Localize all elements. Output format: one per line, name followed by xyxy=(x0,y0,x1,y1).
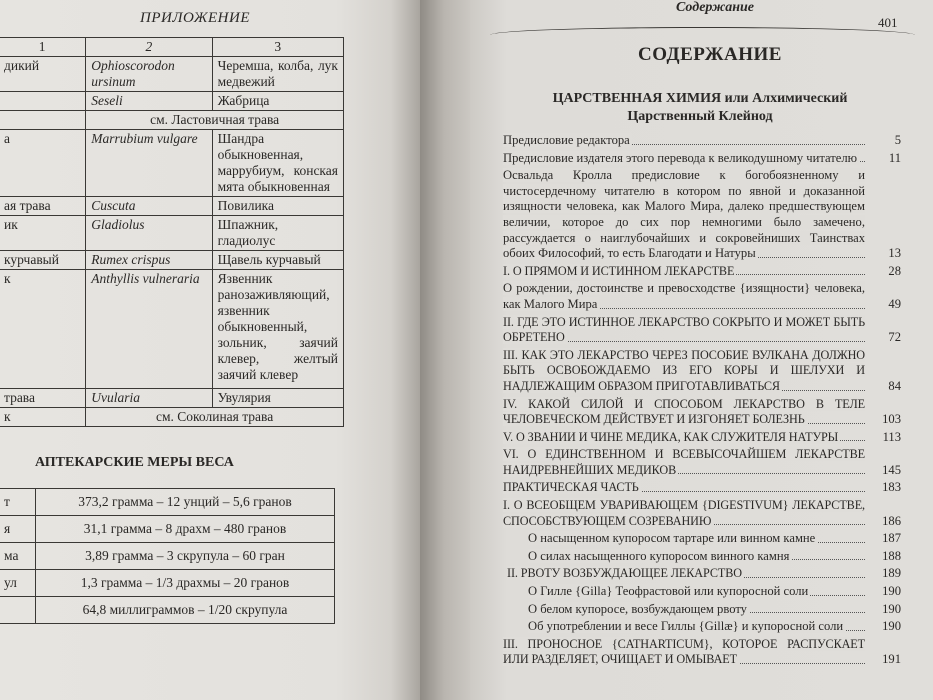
table-row xyxy=(0,489,335,516)
toc-entry-text: I. О ПРЯМОМ И ИСТИННОМ ЛЕКАРСТВЕ xyxy=(503,263,735,278)
page-number: 401 xyxy=(878,15,898,30)
table-cell: см. Соколиная трава xyxy=(86,408,344,427)
toc-entry-text: V. О ЗВАНИИ И ЧИНЕ МЕДИКА, КАК СЛУЖИТЕЛЯ НАТУРЫ xyxy=(503,429,839,444)
subtitle-line: ЦАРСТВЕННАЯ ХИМИЯ или Алхимический xyxy=(552,91,848,106)
table-cell: Жабрица xyxy=(212,92,343,111)
table-row xyxy=(0,389,344,408)
toc-entry-page: 103 xyxy=(882,412,901,427)
toc-entry-title xyxy=(503,133,865,149)
toc-entry-text: II. РВОТУ ВОЗБУЖДАЮЩЕЕ ЛЕКАРСТВО xyxy=(507,566,742,581)
table-cell: я xyxy=(0,516,36,543)
table-cell: см. Ластовичная трава xyxy=(86,111,344,130)
toc-entry-title xyxy=(507,566,865,582)
table-cell: Язвенник ранозаживляющий, язвенник обыкновенный, зольник, заячий клевер, желтый заячий клевер xyxy=(212,270,343,389)
toc-entry xyxy=(503,315,903,346)
toc-entry xyxy=(503,397,903,428)
table-cell xyxy=(0,92,86,111)
table-row xyxy=(0,570,335,597)
table-row xyxy=(0,408,344,427)
toc-entry-title xyxy=(503,281,865,312)
table-row xyxy=(0,597,335,624)
toc-entry-page: 13 xyxy=(888,246,901,261)
toc-entry-page: 190 xyxy=(882,584,901,599)
toc-entry xyxy=(503,447,903,478)
toc-entry-text: О белом купоросе, возбуждающем рвоту xyxy=(528,601,747,616)
toc-entry-page: 5 xyxy=(894,133,901,147)
column-header: 2 xyxy=(86,38,212,57)
table-cell xyxy=(0,597,36,624)
table-cell: а xyxy=(0,130,86,197)
toc-entry-page: 189 xyxy=(882,566,901,581)
toc-entry xyxy=(503,480,903,496)
table-row xyxy=(0,270,344,389)
toc-entry-text: III. КАК ЭТО ЛЕКАРСТВО ЧЕРЕЗ ПОСОБИЕ ВУЛКАНА ДОЛЖНО БЫТЬ ОСВОБОЖДАЕМО ИЗ ЕГО КОРЫ И ШЕЛУХИ И НАДЛЕЖАЩИМ ОБРАЗОМ ПРИГОТАВЛИВАТЬСЯ xyxy=(503,347,865,393)
table-cell: т xyxy=(0,489,36,516)
table-cell: курчавый xyxy=(0,251,86,270)
header-rule xyxy=(490,27,915,36)
page-title: СОДЕРЖАНИЕ xyxy=(638,44,782,65)
table-row xyxy=(0,130,344,197)
running-head-right: Содержание xyxy=(676,0,754,15)
table-cell: ая трава xyxy=(0,197,86,216)
toc-entry-page: 145 xyxy=(882,462,901,477)
left-page xyxy=(0,0,420,700)
table-cell: Шпажник, гладиолус xyxy=(212,216,343,251)
toc-entry-title xyxy=(503,264,865,280)
table-of-contents xyxy=(503,133,903,670)
table-cell: Rumex crispus xyxy=(86,251,212,270)
toc-entry-title xyxy=(503,397,865,428)
toc-entry-page: 72 xyxy=(888,330,901,345)
table-row xyxy=(0,251,344,270)
toc-entry-page: 190 xyxy=(882,601,901,616)
table-cell: Повилика xyxy=(212,197,343,216)
section-subtitle xyxy=(530,90,870,126)
table-row xyxy=(0,516,335,543)
table-header-row xyxy=(0,38,344,57)
toc-entry-title xyxy=(528,619,865,635)
toc-entry-title xyxy=(503,315,865,346)
toc-entry-title xyxy=(528,602,865,618)
table-cell: 31,1 грамма – 8 драхм – 480 гранов xyxy=(36,516,335,543)
toc-entry-title xyxy=(503,168,865,262)
toc-entry-title xyxy=(528,549,865,565)
toc-entry-page: 187 xyxy=(882,531,901,546)
toc-entry-title xyxy=(503,151,865,167)
table-cell: ул xyxy=(0,570,36,597)
toc-entry xyxy=(503,281,903,312)
table-cell: Ophioscorodon ursinum xyxy=(86,57,212,92)
table-cell: Gladiolus xyxy=(86,216,212,251)
toc-entry-page: 186 xyxy=(882,513,901,528)
table-cell: 1,3 грамма – 1/3 драхмы – 20 гранов xyxy=(36,570,335,597)
toc-entry-text: III. ПРОНОСНОЕ {CATHARTICUM}, КОТОРОЕ РАСПУСКАЕТ ИЛИ РАЗДЕЛЯЕТ, ОЧИЩАЕТ И ОМЫВАЕТ xyxy=(503,636,865,667)
toc-entry xyxy=(503,348,903,395)
table-cell: Увулярия xyxy=(212,389,343,408)
table-row xyxy=(0,57,344,92)
column-header: 3 xyxy=(212,38,343,57)
toc-entry-title xyxy=(503,637,865,668)
toc-entry xyxy=(503,619,903,635)
toc-entry xyxy=(503,531,903,547)
toc-entry-title xyxy=(503,498,865,529)
table-row xyxy=(0,216,344,251)
toc-entry-page: 190 xyxy=(882,619,901,634)
weights-table xyxy=(0,488,335,624)
toc-entry-text: О силах насыщенного купоросом винного камня xyxy=(528,548,790,563)
table-row xyxy=(0,543,335,570)
toc-entry xyxy=(503,549,903,565)
toc-entry-text: О Гилле {Gilla} Теофрастовой или купоросной соли xyxy=(528,584,809,599)
toc-entry-title xyxy=(503,480,865,496)
toc-entry-text: Об употреблении и весе Гиллы {Gillæ} и купоросной соли xyxy=(528,619,844,634)
toc-entry-page: 49 xyxy=(888,296,901,311)
toc-entry-text: IV. КАКОЙ СИЛОЙ И СПОСОБОМ ЛЕКАРСТВО В ТЕЛЕ ЧЕЛОВЕЧЕСКОМ ДЕЙСТВУЕТ И ИЗГОНЯЕТ БОЛЕЗНЬ xyxy=(503,396,865,427)
toc-entry-title xyxy=(503,447,865,478)
toc-entry xyxy=(503,584,903,600)
table-cell: Щавель курчавый xyxy=(212,251,343,270)
toc-entry-page: 183 xyxy=(882,480,901,495)
table-cell: Marrubium vulgare xyxy=(86,130,212,197)
toc-entry xyxy=(503,264,903,280)
table-cell: ик xyxy=(0,216,86,251)
table-cell: 64,8 миллиграммов – 1/20 скрупула xyxy=(36,597,335,624)
toc-entry-text: Предисловие издателя этого перевода к великодушному читателю xyxy=(503,150,858,165)
table-cell: Anthyllis vulneraria xyxy=(86,270,212,389)
toc-entry-title xyxy=(503,430,865,446)
table-row xyxy=(0,197,344,216)
table-row xyxy=(0,92,344,111)
table-cell: Seseli xyxy=(86,92,212,111)
table-cell: Черемша, колба, лук медвежий xyxy=(212,57,343,92)
weights-title: АПТЕКАРСКИЕ МЕРЫ ВЕСА xyxy=(35,455,234,470)
table-cell: ма xyxy=(0,543,36,570)
toc-entry-page: 191 xyxy=(882,652,901,667)
toc-entry-text: О насыщенном купоросом тартаре или винном камне xyxy=(528,531,816,546)
toc-entry xyxy=(503,133,903,149)
subtitle-line: Царственный Клейнод xyxy=(627,109,773,124)
toc-entry-page: 113 xyxy=(882,429,901,444)
toc-entry xyxy=(503,498,903,529)
toc-entry-text: О рождении, достоинстве и превосходстве {изящности} человека, как Малого Мира xyxy=(503,281,865,311)
toc-entry-title xyxy=(528,584,865,600)
toc-entry xyxy=(503,168,903,262)
table-cell: Шандра обыкновенная, маррубиум, конская мята обыкновенная xyxy=(212,130,343,197)
toc-entry-page: 11 xyxy=(888,150,901,165)
table-cell: 3,89 грамма – 3 скрупула – 60 гран xyxy=(36,543,335,570)
toc-entry-title xyxy=(503,348,865,395)
toc-entry-title xyxy=(528,531,865,547)
table-cell: Uvularia xyxy=(86,389,212,408)
toc-entry-text: I. О ВСЕОБЩЕМ УВАРИВАЮЩЕМ {DIGESTIVUM} ЛЕКАРСТВЕ, СПОСОБСТВУЮЩЕМ СОЗРЕВАНИЮ xyxy=(503,498,865,528)
toc-entry-text: ПРАКТИЧЕСКАЯ ЧАСТЬ xyxy=(503,480,639,495)
toc-entry xyxy=(503,637,903,668)
toc-entry xyxy=(503,151,903,167)
toc-entry xyxy=(503,602,903,618)
toc-entry-text: Предисловие редактора xyxy=(503,133,630,147)
table-cell xyxy=(0,111,86,130)
running-head-left: ПРИЛОЖЕНИЕ xyxy=(140,10,250,26)
toc-entry xyxy=(503,566,903,582)
table-row xyxy=(0,111,344,130)
table-cell: Cuscuta xyxy=(86,197,212,216)
table-cell: к xyxy=(0,408,86,427)
toc-entry-text: II. ГДЕ ЭТО ИСТИННОЕ ЛЕКАРСТВО СОКРЫТО И МОЖЕТ БЫТЬ ОБРЕТЕНО xyxy=(503,314,865,345)
table-cell: 373,2 грамма – 12 унций – 5,6 гранов xyxy=(36,489,335,516)
table-cell: трава xyxy=(0,389,86,408)
toc-entry-page: 84 xyxy=(888,378,901,393)
toc-entry-page: 28 xyxy=(888,263,901,278)
plants-table xyxy=(0,37,344,427)
toc-entry-text: Освальда Кролла предисловие к богобоязненному и чистосердечному читателю в котором по явной и доказанной изящности человека, как Малого Мира, далеко предшествующем величии, которое до сих пор немногими было замечено, рассуждается о наиглубочайших и сокровейниших Таинствах обоих Философий, то есть Благодати и Натуры xyxy=(503,168,865,261)
table-cell: к xyxy=(0,270,86,389)
column-header: 1 xyxy=(0,38,86,57)
table-cell: дикий xyxy=(0,57,86,92)
toc-entry-page: 188 xyxy=(882,548,901,563)
toc-entry xyxy=(503,430,903,446)
toc-entry-text: VI. О ЕДИНСТВЕННОМ И ВСЕВЫСОЧАЙШЕМ ЛЕКАРСТВЕ НАИДРЕВНЕЙШИХ МЕДИКОВ xyxy=(503,447,865,477)
